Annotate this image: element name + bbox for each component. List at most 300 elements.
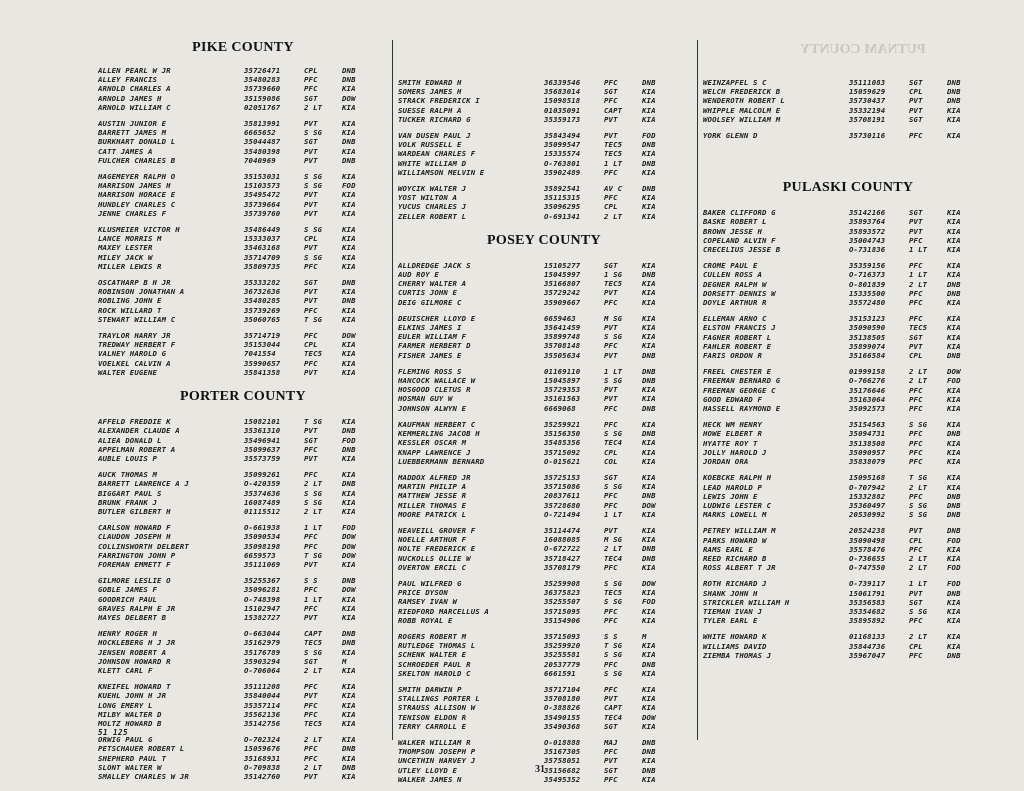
roster-row [98, 94, 388, 103]
status-code: DOW [342, 585, 356, 595]
bleedthrough-text: PUTNAM COUNTY [800, 42, 926, 57]
serial-number: 35090590 [849, 323, 886, 333]
roster-row [98, 576, 388, 585]
status-code: KIA [642, 694, 656, 704]
rank: PFC [304, 709, 318, 719]
rank: PVT [604, 323, 618, 333]
roster-row [98, 209, 388, 218]
soldier-name: SMALLEY CHARLES W JR [98, 772, 189, 781]
soldier-name: WHIPPLE MALCOLM E [703, 105, 781, 115]
rank: TEC5 [909, 323, 928, 333]
roster-row [98, 66, 388, 75]
serial-number: 35892541 [544, 184, 581, 194]
soldier-name: CARLSON HOWARD F [98, 523, 171, 533]
rank: 2 LT [304, 102, 323, 112]
roster-row [703, 131, 993, 140]
soldier-name: PETREY WILLIAM M [703, 526, 776, 536]
rank: PFC [909, 314, 923, 324]
serial-number: 35843494 [544, 131, 581, 141]
name-group [398, 314, 690, 360]
roster-row [98, 234, 388, 243]
name-group [703, 473, 993, 519]
serial-number: 35111083 [849, 78, 886, 87]
serial-number: 35715092 [544, 447, 581, 457]
serial-number: 35902489 [544, 167, 581, 177]
roster-row [398, 332, 690, 341]
rank: TEC5 [604, 588, 623, 598]
serial-number: 35359173 [544, 114, 581, 124]
soldier-name: ZIEMBA THOMAS J [703, 650, 772, 660]
status-code: DNB [342, 479, 356, 489]
column-right [703, 40, 993, 667]
status-code: KIA [947, 457, 961, 467]
soldier-name: HOCKLEBERG H J JR [98, 638, 176, 648]
status-code: KIA [342, 84, 356, 94]
soldier-name: GOODRICH PAUL [98, 594, 158, 604]
serial-number: 35360497 [849, 500, 886, 510]
roster-row [98, 666, 388, 675]
roster-row [398, 703, 690, 712]
serial-number: 35138508 [849, 438, 886, 448]
rank: SGT [604, 472, 618, 482]
rank: PVT [604, 756, 618, 766]
serial-number: O-716373 [849, 270, 886, 280]
county-heading: PORTER COUNTY [180, 389, 306, 405]
serial-number: 35255367 [244, 576, 281, 586]
rank: PVT [304, 190, 318, 200]
rank: TEC4 [604, 712, 623, 722]
serial-number: 35115315 [544, 193, 581, 203]
soldier-name: UNCETHIN HARVEY J [398, 756, 476, 766]
roster-row [398, 694, 690, 703]
roster-row [398, 279, 690, 288]
rank: 1 LT [604, 158, 623, 168]
name-group [703, 526, 993, 572]
rank: PFC [909, 235, 923, 245]
soldier-name: BROWN JESSE H [703, 226, 763, 236]
rank: 2 LT [304, 735, 323, 745]
rank: PVT [304, 559, 318, 569]
rank: 2 LT [304, 762, 323, 772]
soldier-name: FARRINGTON JOHN P [98, 550, 176, 560]
status-code: KIA [642, 756, 656, 766]
rank: SGT [304, 93, 318, 103]
status-code: KIA [642, 472, 656, 482]
soldier-name: AUSTIN JUNIOR E [98, 119, 167, 129]
serial-number: 35154563 [849, 420, 886, 430]
roster-row [98, 359, 388, 368]
soldier-name: VOELKEL CALVIN A [98, 358, 171, 368]
serial-number: 35156350 [544, 429, 581, 439]
serial-number: 01999158 [849, 367, 886, 377]
status-code: DNB [342, 744, 356, 754]
serial-number: 35903294 [244, 656, 281, 666]
roster-row [703, 526, 993, 535]
soldier-name: TUCKER RICHARD G [398, 114, 471, 124]
roster-row [98, 560, 388, 569]
rank: PVT [604, 114, 618, 124]
status-code: KIA [342, 287, 356, 297]
serial-number: 7041554 [244, 349, 276, 359]
status-code: KIA [947, 105, 961, 115]
serial-number: 35967047 [849, 650, 886, 660]
status-code: KIA [342, 261, 356, 271]
soldier-name: NEAVEILL GROVER F [398, 525, 476, 535]
serial-number: 6661591 [544, 668, 576, 678]
rank: PFC [604, 341, 618, 351]
status-code: DNB [342, 278, 356, 288]
rank: PFC [909, 491, 923, 501]
roster-row [398, 491, 690, 500]
status-code: FOD [342, 181, 356, 191]
rank: PFC [909, 385, 923, 395]
serial-number: 35990657 [244, 358, 281, 368]
rank: SGT [909, 597, 923, 607]
serial-number: 35096281 [244, 585, 281, 595]
status-code: DOW [642, 578, 656, 588]
soldier-name: MOLTZ HOWARD B [98, 718, 162, 728]
serial-number: 35463168 [244, 243, 281, 253]
status-code: KIA [947, 114, 961, 124]
roster-row [703, 323, 993, 332]
serial-number: 35153044 [244, 340, 281, 350]
status-code: DNB [342, 66, 356, 75]
status-code: FOD [947, 563, 961, 573]
status-code: KIA [947, 314, 961, 324]
serial-number: 35166807 [544, 279, 581, 289]
soldier-name: PAUL WILFRED G [398, 578, 462, 588]
roster-row [398, 288, 690, 297]
rank: CPL [909, 87, 923, 97]
soldier-name: ALEXANDER CLAUDE A [98, 426, 180, 436]
rank: PVT [909, 226, 923, 236]
rank: PFC [604, 500, 618, 510]
status-code: KIA [342, 735, 356, 745]
serial-number: O-747550 [849, 563, 886, 573]
roster-row [98, 436, 388, 445]
status-code: DNB [342, 426, 356, 436]
soldier-name: WHITE WILLIAM D [398, 158, 467, 168]
name-group [398, 131, 690, 177]
rank: 1 LT [909, 270, 928, 280]
soldier-name: COLLINSWORTH DELBERT [98, 541, 189, 551]
status-code: KIA [642, 535, 656, 545]
serial-number: 35495352 [544, 774, 581, 784]
soldier-name: HOWE ELBERT R [703, 429, 763, 439]
soldier-name: FAGNER ROBERT L [703, 332, 772, 342]
roster-row [98, 200, 388, 209]
soldier-name: CATT JAMES A [98, 146, 153, 156]
status-code: KIA [642, 438, 656, 448]
roster-row [398, 376, 690, 385]
rank: PVT [304, 243, 318, 253]
serial-number: 35004743 [849, 235, 886, 245]
serial-number: 35909667 [544, 297, 581, 307]
soldier-name: NOELLE ARTHUR F [398, 535, 467, 545]
status-code: DNB [947, 526, 961, 536]
roster-row [98, 181, 388, 190]
soldier-name: SHEPHERD PAUL T [98, 753, 167, 763]
soldier-name: FREEMAN BERNARD G [703, 376, 781, 386]
status-code: DNB [342, 75, 356, 85]
rank: S SG [604, 482, 623, 492]
rank: CAPT [604, 703, 623, 713]
status-code: KIA [642, 447, 656, 457]
soldier-name: FLEMING ROSS S [398, 366, 462, 376]
soldier-name: KUEHL JOHN H JR [98, 691, 167, 701]
status-code: DNB [642, 747, 656, 757]
rank: PVT [604, 694, 618, 704]
roster-row [703, 333, 993, 342]
serial-number: O-706064 [244, 665, 281, 675]
roster-row [98, 454, 388, 463]
serial-number: 15059676 [244, 744, 281, 754]
roster-row [703, 376, 993, 385]
roster-row [98, 426, 388, 435]
rank: 1 LT [909, 579, 928, 589]
rank: PVT [304, 772, 318, 781]
rank: T SG [604, 641, 623, 651]
roster-row [98, 253, 388, 262]
serial-number: 35255507 [544, 597, 581, 607]
serial-number: 16087489 [244, 497, 281, 507]
soldier-name: COPELAND ALVIN F [703, 235, 776, 245]
status-code: DNB [947, 87, 961, 97]
serial-number: 35259921 [544, 419, 581, 429]
serial-number: 35725153 [544, 472, 581, 482]
serial-number: O-018888 [544, 737, 581, 747]
serial-number: O-707942 [849, 482, 886, 492]
serial-number: 36375823 [544, 588, 581, 598]
status-code: DOW [342, 93, 356, 103]
roster-row [98, 306, 388, 315]
soldier-name: EULER WILLIAM F [398, 332, 467, 342]
serial-number: 35142166 [849, 208, 886, 218]
rank: CPL [304, 66, 318, 75]
soldier-name: DOYLE ARTHUR R [703, 298, 767, 308]
roster-row [98, 172, 388, 181]
rank: TEC5 [304, 349, 323, 359]
serial-number: 20530992 [849, 510, 886, 520]
roster-row [703, 87, 993, 96]
roster-row [98, 585, 388, 594]
status-code: DOW [342, 532, 356, 542]
status-code: KIA [642, 562, 656, 572]
soldier-name: JOHNSON ALWYN E [398, 403, 467, 413]
soldier-name: JOLLY HAROLD J [703, 447, 767, 457]
status-code: KIA [642, 323, 656, 333]
serial-number: 35496941 [244, 435, 281, 445]
rank: PFC [909, 438, 923, 448]
soldier-name: ELLEMAN ARNO C [703, 314, 767, 324]
roster-row [98, 278, 388, 287]
status-code: KIA [947, 245, 961, 255]
serial-number: 35838079 [849, 457, 886, 467]
roster-row [703, 289, 993, 298]
status-code: KIA [342, 243, 356, 253]
rank: PFC [604, 747, 618, 757]
status-code: DNB [947, 288, 961, 298]
roster-row [703, 554, 993, 563]
serial-number: O-736655 [849, 553, 886, 563]
soldier-name: SKELTON HAROLD C [398, 668, 471, 678]
serial-number: 36339546 [544, 78, 581, 87]
rank: S S [604, 631, 618, 641]
status-code: KIA [342, 682, 356, 692]
soldier-name: LEAD HAROLD P [703, 482, 763, 492]
roster-row [98, 682, 388, 691]
soldier-name: ARNOLD CHARLES A [98, 84, 171, 94]
roster-row [398, 202, 690, 211]
rank: PFC [304, 470, 318, 480]
status-code: DNB [642, 184, 656, 194]
rank: SGT [909, 78, 923, 87]
soldier-name: VAN DUSEN PAUL J [398, 131, 471, 141]
rank: CPL [909, 351, 923, 361]
rank: CPL [604, 202, 618, 212]
soldier-name: BARRETT LAWRENCE A J [98, 479, 189, 489]
soldier-name: WARDEAN CHARLES F [398, 149, 476, 159]
name-group [398, 184, 690, 221]
rank: PFC [604, 615, 618, 625]
status-code: KIA [342, 691, 356, 701]
roster-row [398, 448, 690, 457]
rank: M SG [604, 535, 623, 545]
roster-row [98, 349, 388, 358]
status-code: KIA [947, 473, 961, 483]
status-code: FOD [342, 523, 356, 533]
county-heading: PULASKI COUNTY [782, 180, 914, 196]
roster-row [98, 84, 388, 93]
soldier-name: KOEBCKE RALPH H [703, 473, 772, 483]
name-group [98, 576, 388, 622]
soldier-name: RIEDFORD MARCELLUS A [398, 606, 489, 616]
serial-number: 01035091 [544, 105, 581, 115]
soldier-name: MILLER THOMAS E [398, 500, 467, 510]
soldier-name: WHITE HOWARD K [703, 632, 767, 642]
roster-row [398, 597, 690, 606]
rank: TEC5 [604, 140, 623, 150]
roster-row [98, 190, 388, 199]
roster-row [398, 641, 690, 650]
roster-row [703, 607, 993, 616]
soldier-name: WOOLSEY WILLIAM M [703, 114, 781, 124]
serial-number: 35356583 [849, 597, 886, 607]
soldier-name: FREEL CHESTER E [703, 367, 772, 377]
soldier-name: BARRETT JAMES M [98, 128, 167, 138]
soldier-name: YUCUS CHARLES J [398, 202, 467, 212]
rank: PFC [304, 444, 318, 454]
status-code: DNB [947, 588, 961, 598]
soldier-name: FREEMAN GEORGE C [703, 385, 776, 395]
county-section [703, 180, 993, 660]
status-code: KIA [342, 252, 356, 262]
soldier-name: JOHNSON HOWARD R [98, 656, 171, 666]
rank: PFC [909, 404, 923, 414]
status-code: KIA [642, 260, 656, 270]
status-code: KIA [342, 772, 356, 781]
serial-number: 35726471 [244, 66, 281, 75]
soldier-name: ROGERS ROBERT M [398, 631, 467, 641]
soldier-name: WALKER WILLIAM R [398, 737, 471, 747]
rank: 2 LT [604, 544, 623, 554]
rank: PVT [909, 526, 923, 536]
soldier-name: STRACK FREDERICK I [398, 96, 480, 106]
status-code: KIA [947, 131, 961, 141]
status-code: KIA [947, 394, 961, 404]
soldier-name: KNEIFEL HOWARD T [98, 682, 171, 692]
roster-row [703, 78, 993, 87]
rank: PFC [304, 75, 318, 85]
soldier-name: ALLDREDGE JACK S [398, 260, 471, 270]
status-code: KIA [947, 438, 961, 448]
serial-number: 35893572 [849, 226, 886, 236]
roster-row [398, 632, 690, 641]
soldier-name: BURKHART DONALD L [98, 137, 176, 147]
roster-row [398, 341, 690, 350]
roster-row [98, 225, 388, 234]
roster-row [398, 535, 690, 544]
soldier-name: NUCKOLLS OLLIE W [398, 553, 471, 563]
status-code: KIA [947, 261, 961, 271]
roster-row [98, 604, 388, 613]
soldier-name: MADDOX ALFRED JR [398, 472, 471, 482]
serial-number: 15105277 [544, 260, 581, 270]
serial-number: 35166584 [849, 351, 886, 361]
roster-row [98, 744, 388, 753]
serial-number: 15335500 [849, 288, 886, 298]
status-code: KIA [947, 553, 961, 563]
name-group [703, 632, 993, 660]
rank: PFC [909, 288, 923, 298]
serial-number: 35142756 [244, 718, 281, 728]
serial-number: 35255581 [544, 650, 581, 660]
serial-number: 35714709 [244, 252, 281, 262]
status-code: KIA [642, 703, 656, 713]
serial-number: 35090534 [244, 532, 281, 542]
rank: SGT [304, 278, 318, 288]
roster-row [398, 131, 690, 140]
serial-number: 6659573 [244, 550, 276, 560]
rank: 1 SG [604, 270, 623, 280]
serial-number: 15382727 [244, 612, 281, 622]
serial-number: 20837611 [544, 491, 581, 501]
status-code: KIA [642, 641, 656, 651]
serial-number: 35486449 [244, 225, 281, 235]
name-group [398, 367, 690, 413]
status-code: KIA [342, 700, 356, 710]
roster-row [98, 137, 388, 146]
serial-number: 20524238 [849, 526, 886, 536]
status-code: DNB [947, 279, 961, 289]
soldier-name: MARTIN PHILIP A [398, 482, 467, 492]
status-code: KIA [642, 341, 656, 351]
serial-number: 35683014 [544, 87, 581, 97]
county-section [398, 233, 690, 784]
roster-row [98, 532, 388, 541]
status-code: DNB [342, 155, 356, 165]
status-code: DOW [947, 367, 961, 377]
status-code: DOW [342, 331, 356, 341]
roster-row [703, 563, 993, 572]
rank: S SG [909, 606, 928, 616]
rank: TEC5 [304, 638, 323, 648]
rank: S SG [604, 597, 623, 607]
serial-number: 15103573 [244, 181, 281, 191]
roster-row [703, 386, 993, 395]
serial-number: 35259908 [544, 578, 581, 588]
status-code: KIA [342, 119, 356, 129]
